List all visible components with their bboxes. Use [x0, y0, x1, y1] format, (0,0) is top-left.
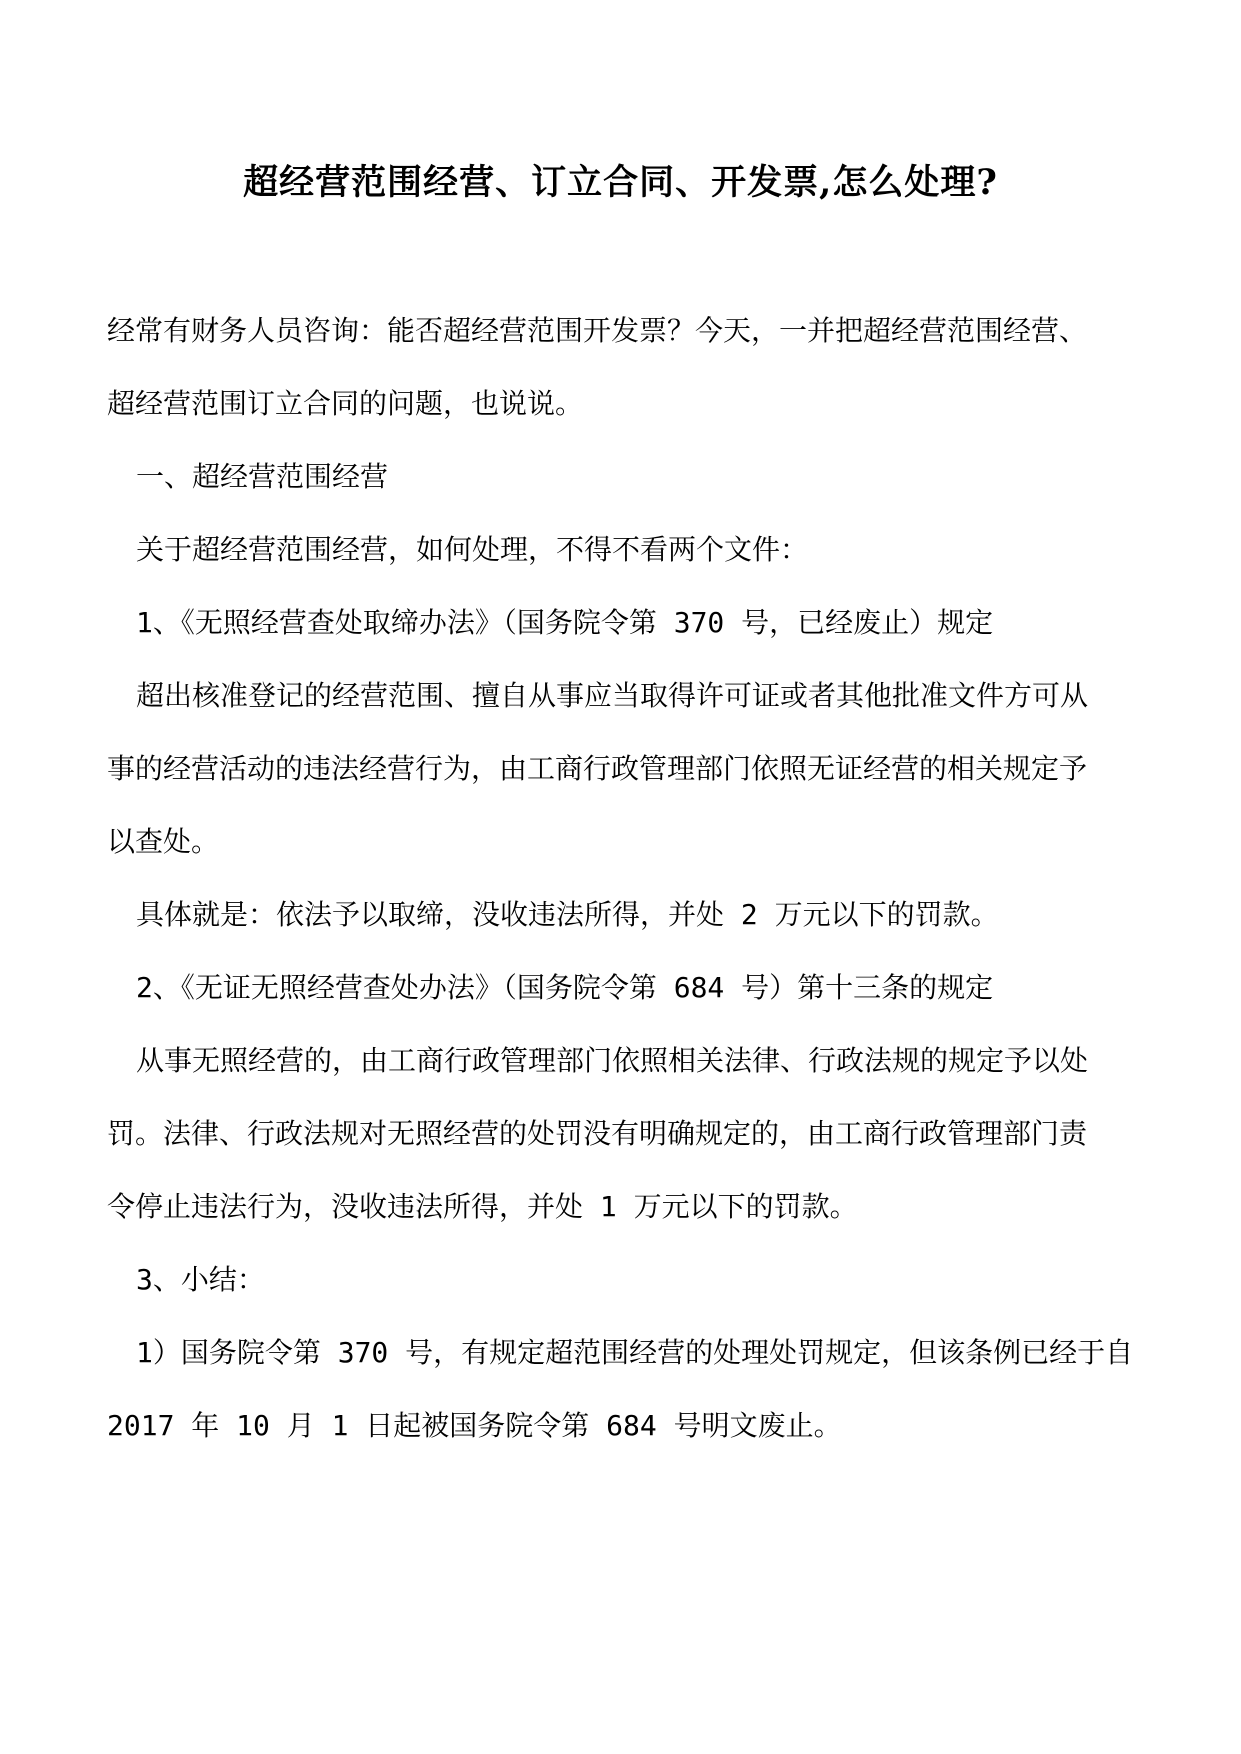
- paragraph-line: 超经营范围订立合同的问题，也说说。: [107, 387, 584, 420]
- paragraph-line: 令停止违法行为，没收违法所得，并处 1 万元以下的罚款。: [107, 1190, 858, 1223]
- section-heading: 一、超经营范围经营: [136, 460, 389, 493]
- paragraph-line: 具体就是：依法予以取缔，没收违法所得，并处 2 万元以下的罚款。: [136, 898, 999, 931]
- paragraph-line: 事的经营活动的违法经营行为，由工商行政管理部门依照无证经营的相关规定予: [107, 752, 1088, 785]
- list-item-heading: 2、《无证无照经营查处办法》（国务院令第 684 号）第十三条的规定: [136, 971, 994, 1004]
- list-item-heading: 3、小结：: [136, 1263, 265, 1296]
- document-title: 超经营范围经营、订立合同、开发票,怎么处理?: [243, 162, 998, 203]
- paragraph-line: 以查处。: [107, 825, 220, 858]
- paragraph-line: 经常有财务人员咨询：能否超经营范围开发票？今天，一并把超经营范围经营、: [107, 314, 1088, 347]
- paragraph-line: 从事无照经营的，由工商行政管理部门依照相关法律、行政法规的规定予以处: [136, 1044, 1089, 1077]
- paragraph-line: 关于超经营范围经营，如何处理，不得不看两个文件：: [136, 533, 809, 566]
- paragraph-line: 2017 年 10 月 1 日起被国务院令第 684 号明文废止。: [107, 1409, 842, 1442]
- list-item-heading: 1、《无照经营查处取缔办法》（国务院令第 370 号，已经废止）规定: [136, 606, 994, 639]
- paragraph-line: 超出核准登记的经营范围、擅自从事应当取得许可证或者其他批准文件方可从: [136, 679, 1089, 712]
- paragraph-line: 1）国务院令第 370 号，有规定超范围经营的处理处罚规定，但该条例已经于自: [136, 1336, 1134, 1369]
- paragraph-line: 罚。法律、行政法规对无照经营的处罚没有明确规定的，由工商行政管理部门责: [107, 1117, 1088, 1150]
